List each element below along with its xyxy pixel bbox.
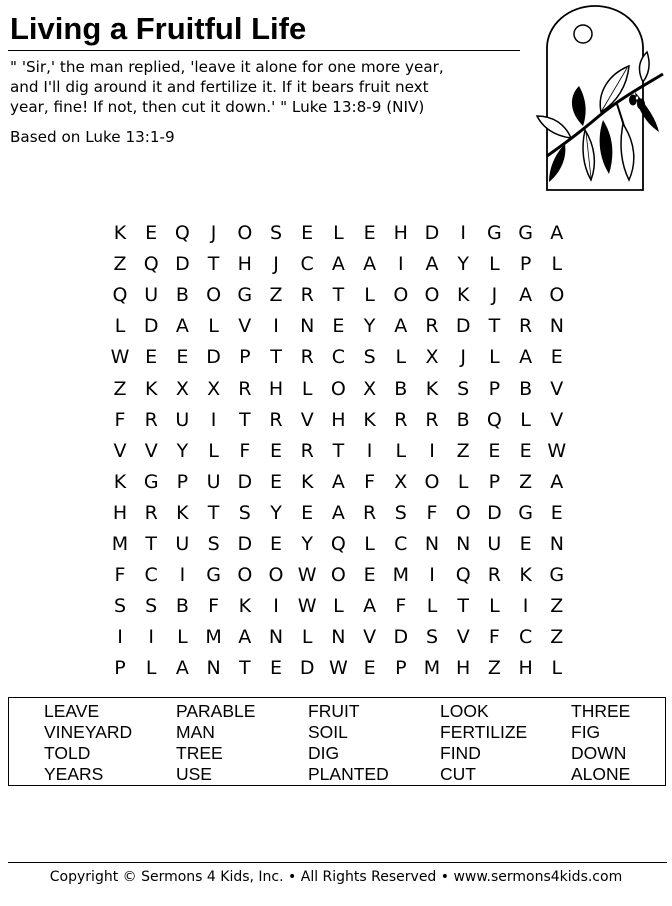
grid-letter[interactable]: C (394, 533, 408, 555)
grid-letter[interactable]: L (489, 595, 500, 618)
grid-letter[interactable]: K (238, 595, 252, 618)
word-bank-item: VINEYARD (44, 722, 133, 742)
grid-letter[interactable]: P (519, 253, 532, 276)
grid-letter[interactable]: P (239, 346, 251, 369)
grid-letter[interactable]: N (456, 533, 471, 555)
grid-letter[interactable]: A (331, 253, 345, 276)
grid-letter[interactable]: D (237, 533, 253, 555)
grid-letter[interactable]: E (363, 657, 376, 680)
grid-letter[interactable]: L (551, 253, 563, 276)
grid-letter[interactable]: K (456, 284, 470, 307)
grid-letter[interactable]: B (456, 408, 470, 431)
grid-letter[interactable]: N (549, 315, 564, 338)
grid-letter[interactable]: K (113, 222, 127, 244)
grid-letter[interactable]: P (395, 657, 407, 680)
word-bank-item: USE (176, 764, 212, 784)
grid-letter[interactable]: E (269, 439, 282, 462)
grid-letter[interactable]: J (491, 284, 498, 307)
grid-letter[interactable]: X (363, 377, 377, 400)
grid-letter[interactable]: Y (176, 439, 189, 462)
grid-letter[interactable]: P (488, 470, 501, 493)
grid-letter[interactable]: T (207, 253, 220, 276)
grid-letter[interactable]: T (145, 533, 157, 555)
grid-letter[interactable]: P (176, 470, 189, 493)
hanging-hole (574, 25, 592, 43)
grid-letter[interactable]: J (460, 346, 466, 369)
grid-letter[interactable]: H (331, 408, 346, 431)
grid-letter[interactable]: Y (270, 501, 282, 524)
grid-letter[interactable]: A (550, 470, 564, 493)
grid-letter[interactable]: X (175, 377, 189, 400)
grid-letter[interactable]: L (520, 408, 531, 431)
grid-letter[interactable]: G (549, 564, 565, 587)
grid-letter[interactable]: O (393, 284, 409, 307)
grid-letter[interactable]: M (392, 564, 409, 587)
grid-letter[interactable]: D (299, 657, 315, 680)
grid-letter[interactable]: A (519, 346, 533, 369)
grid-letter[interactable]: B (519, 377, 533, 400)
grid-letter[interactable]: L (364, 284, 375, 307)
grid-letter[interactable]: G (237, 284, 253, 307)
grid-letter[interactable]: O (268, 564, 284, 587)
grid-letter[interactable]: Y (301, 533, 313, 555)
grid-letter[interactable]: A (331, 501, 345, 524)
grid-letter[interactable]: U (144, 284, 159, 307)
olive-branch-illustration (525, 4, 667, 192)
quote-line: and I'll dig around it and fertilize it. If it bears fruit next (10, 78, 429, 96)
grid-letter[interactable]: W (547, 439, 567, 462)
grid-letter[interactable]: E (332, 315, 345, 338)
grid-letter[interactable]: V (144, 439, 158, 462)
grid-letter[interactable]: K (144, 377, 158, 400)
quote-line: year, fine! If not, then cut it down.' " Luke 13:8-9 (NIV) (10, 98, 425, 116)
grid-letter[interactable]: Z (113, 377, 127, 400)
grid-letter[interactable]: S (113, 595, 127, 618)
grid-letter[interactable]: H (268, 377, 284, 400)
word-bank-item: DIG (308, 743, 340, 763)
grid-letter[interactable]: I (273, 315, 279, 338)
grid-letter[interactable]: U (206, 470, 221, 493)
grid-letter[interactable]: T (238, 657, 251, 680)
grid-letter[interactable]: I (179, 564, 186, 587)
grid-letter[interactable]: U (175, 533, 190, 555)
grid-letter[interactable]: L (301, 626, 313, 649)
grid-letter[interactable]: V (300, 408, 314, 431)
olive (636, 96, 638, 99)
grid-letter[interactable]: Q (330, 533, 346, 555)
scripture-reference: Based on Luke 13:1-9 (10, 128, 175, 146)
word-bank-item: LOOK (440, 701, 489, 721)
grid-letter[interactable]: R (487, 564, 501, 587)
grid-letter[interactable]: L (333, 222, 344, 244)
grid-letter[interactable]: T (457, 595, 469, 618)
grid-letter[interactable]: S (363, 346, 376, 369)
grid-letter[interactable]: U (175, 408, 190, 431)
word-bank-item: TREE (176, 743, 223, 763)
grid-letter[interactable]: Z (487, 657, 501, 680)
grid-letter[interactable]: E (519, 533, 532, 555)
grid-letter[interactable]: L (145, 657, 157, 680)
grid-letter[interactable]: R (144, 501, 158, 524)
grid-letter[interactable]: F (208, 595, 220, 618)
grid-letter[interactable]: P (488, 377, 501, 400)
grid-letter[interactable]: J (273, 253, 279, 276)
grid-letter[interactable]: I (522, 595, 529, 618)
grid-letter[interactable]: H (518, 657, 533, 680)
grid-letter[interactable]: V (238, 315, 252, 338)
grid-letter[interactable]: F (114, 408, 126, 431)
grid-letter[interactable]: I (397, 253, 404, 276)
grid-letter[interactable]: D (393, 626, 409, 649)
grid-letter[interactable]: A (363, 595, 377, 618)
grid-letter[interactable]: W (328, 657, 348, 680)
grid-letter[interactable]: Q (486, 408, 502, 431)
grid-letter[interactable]: L (551, 657, 563, 680)
grid-letter[interactable]: K (113, 470, 127, 493)
grid-letter[interactable]: R (238, 377, 252, 400)
olive (629, 95, 637, 106)
grid-letter[interactable]: L (177, 626, 188, 649)
grid-letter[interactable]: A (425, 253, 439, 276)
grid-letter[interactable]: I (366, 439, 373, 462)
grid-letter[interactable]: L (301, 377, 313, 400)
grid-letter[interactable]: Z (550, 595, 564, 618)
grid-letter[interactable]: E (550, 501, 563, 524)
grid-letter[interactable]: A (550, 222, 564, 244)
grid-letter[interactable]: A (238, 626, 252, 649)
title-underline (8, 50, 520, 51)
grid-letter[interactable]: T (332, 439, 345, 462)
grid-letter[interactable]: E (301, 501, 314, 524)
grid-letter[interactable]: R (269, 408, 283, 431)
grid-letter[interactable]: I (210, 408, 217, 431)
grid-letter[interactable]: I (460, 222, 466, 244)
grid-letter[interactable]: Y (457, 253, 469, 276)
grid-letter[interactable]: C (144, 564, 158, 587)
grid-letter[interactable]: X (425, 346, 439, 369)
grid-letter[interactable]: R (144, 408, 158, 431)
grid-letter[interactable]: L (333, 595, 344, 618)
grid-letter[interactable]: W (297, 595, 317, 618)
grid-letter[interactable]: O (424, 470, 440, 493)
grid-letter[interactable]: A (175, 315, 189, 338)
grid-letter[interactable]: D (487, 501, 502, 524)
grid-letter[interactable]: H (393, 222, 408, 244)
grid-letter[interactable]: Z (269, 284, 283, 307)
grid-letter[interactable]: F (426, 501, 438, 524)
grid-letter[interactable]: K (363, 408, 376, 431)
grid-letter[interactable]: S (425, 626, 439, 649)
grid-letter[interactable]: R (362, 501, 377, 524)
grid-letter[interactable]: S (207, 533, 220, 555)
word-bank-item: CUT (440, 764, 476, 784)
grid-letter[interactable]: I (273, 595, 279, 618)
grid-letter[interactable]: F (395, 595, 407, 618)
scripture-quote (10, 57, 520, 117)
grid-letter[interactable]: D (206, 346, 221, 369)
grid-letter[interactable]: E (363, 222, 376, 244)
grid-letter[interactable]: L (489, 253, 500, 276)
grid-letter[interactable]: L (364, 533, 375, 555)
grid-letter[interactable]: N (549, 533, 564, 555)
grid-letter[interactable]: S (394, 501, 407, 524)
grid-letter[interactable]: F (364, 470, 376, 493)
word-bank-item: LEAVE (44, 701, 100, 721)
grid-letter[interactable]: L (208, 439, 219, 462)
word-bank-item: TOLD (44, 743, 91, 763)
grid-letter[interactable]: A (519, 284, 533, 307)
grid-letter[interactable]: D (237, 470, 253, 493)
grid-letter[interactable]: V (363, 626, 377, 649)
grid-letter[interactable]: H (112, 501, 128, 524)
grid-letter[interactable]: T (332, 284, 345, 307)
grid-letter[interactable]: E (145, 222, 158, 244)
grid-letter[interactable]: W (297, 564, 317, 587)
grid-letter[interactable]: K (176, 501, 189, 524)
grid-letter[interactable]: Z (456, 439, 470, 462)
grid-letter[interactable]: E (488, 439, 501, 462)
grid-letter[interactable]: D (424, 222, 440, 244)
grid-letter[interactable]: M (111, 533, 129, 555)
grid-letter[interactable]: L (426, 595, 438, 618)
grid-letter[interactable]: A (394, 315, 408, 338)
copyright-footer: Copyright © Sermons 4 Kids, Inc. • All Rights Reserved • www.sermons4kids.com (49, 869, 623, 885)
grid-letter[interactable]: C (331, 346, 346, 369)
grid-letter[interactable]: L (208, 315, 219, 338)
grid-letter[interactable]: R (394, 408, 408, 431)
grid-letter[interactable]: G (518, 222, 533, 244)
grid-letter[interactable]: Z (519, 470, 533, 493)
grid-letter[interactable]: O (330, 377, 346, 400)
word-bank-item: FRUIT (308, 701, 360, 721)
grid-letter[interactable]: N (300, 315, 315, 338)
word-bank-item: FERTILIZE (440, 722, 528, 742)
grid-letter[interactable]: X (207, 377, 221, 400)
word-bank-item: DOWN (571, 743, 627, 763)
grid-letter[interactable]: P (114, 657, 126, 680)
grid-letter[interactable]: J (210, 222, 217, 244)
grid-letter[interactable]: N (206, 657, 221, 680)
grid-letter[interactable]: V (550, 377, 564, 400)
grid-letter[interactable]: G (487, 222, 502, 244)
grid-letter[interactable]: O (455, 501, 471, 524)
grid-letter[interactable]: H (237, 253, 252, 276)
grid-letter[interactable]: G (206, 564, 221, 587)
grid-letter[interactable]: E (269, 657, 282, 680)
grid-letter[interactable]: R (300, 439, 314, 462)
word-bank-item: PARABLE (176, 701, 256, 721)
grid-letter[interactable]: M (423, 657, 441, 680)
grid-letter[interactable]: V (456, 626, 470, 649)
grid-letter[interactable]: U (487, 533, 502, 555)
grid-letter[interactable]: S (457, 377, 470, 400)
grid-letter[interactable]: R (300, 346, 314, 369)
grid-letter[interactable]: N (268, 626, 284, 649)
grid-letter[interactable]: R (518, 315, 533, 338)
grid-letter[interactable]: K (300, 470, 314, 493)
grid-letter[interactable]: F (114, 564, 126, 587)
grid-letter[interactable]: O (237, 222, 253, 244)
grid-letter[interactable]: T (207, 501, 220, 524)
grid-letter[interactable]: C (300, 253, 314, 276)
grid-letter[interactable]: D (175, 253, 190, 276)
word-bank-item: THREE (571, 701, 631, 721)
grid-letter[interactable]: E (301, 222, 314, 244)
grid-letter[interactable]: R (425, 315, 439, 338)
grid-letter[interactable]: F (239, 439, 251, 462)
grid-letter[interactable]: O (237, 564, 253, 587)
grid-letter[interactable]: Q (112, 284, 128, 307)
grid-letter[interactable]: L (395, 346, 407, 369)
grid-letter[interactable]: R (425, 408, 439, 431)
grid-letter[interactable]: I (148, 626, 154, 649)
grid-letter[interactable]: N (424, 533, 440, 555)
grid-letter[interactable]: E (176, 346, 189, 369)
grid-letter[interactable]: M (205, 626, 222, 649)
grid-letter[interactable]: L (395, 439, 407, 462)
grid-letter[interactable]: K (519, 564, 532, 587)
grid-letter[interactable]: C (518, 626, 533, 649)
grid-letter[interactable]: B (175, 284, 189, 307)
grid-letter[interactable]: T (270, 346, 282, 369)
word-bank-item: SOIL (308, 722, 348, 742)
grid-letter[interactable]: E (145, 346, 158, 369)
grid-letter[interactable]: E (269, 470, 282, 493)
quote-line: " 'Sir,' the man replied, 'leave it alone for one more year, (10, 58, 444, 76)
grid-letter[interactable]: K (425, 377, 439, 400)
grid-letter[interactable]: H (456, 657, 471, 680)
grid-letter[interactable]: O (424, 284, 440, 307)
grid-letter[interactable]: Q (455, 564, 471, 587)
grid-letter[interactable]: W (110, 346, 130, 369)
grid-letter[interactable]: L (489, 346, 500, 369)
grid-letter[interactable]: S (269, 222, 283, 244)
grid-letter[interactable]: V (550, 408, 564, 431)
grid-letter[interactable]: T (488, 315, 501, 338)
grid-letter[interactable]: E (550, 346, 563, 369)
word-bank-item: FIND (440, 743, 481, 763)
grid-letter[interactable]: S (238, 501, 251, 524)
grid-letter[interactable]: I (429, 564, 435, 587)
grid-letter[interactable]: G (518, 501, 533, 524)
grid-letter[interactable]: E (269, 533, 282, 555)
olive (637, 99, 645, 110)
grid-letter[interactable]: O (206, 284, 222, 307)
grid-letter[interactable]: Q (174, 222, 190, 244)
grid-letter[interactable]: X (394, 470, 408, 493)
grid-letter[interactable]: Z (113, 253, 127, 276)
grid-letter[interactable]: I (429, 439, 435, 462)
grid-letter[interactable]: Y (363, 315, 376, 338)
grid-letter[interactable]: A (363, 253, 377, 276)
grid-letter[interactable]: B (394, 377, 408, 400)
grid-letter[interactable]: E (363, 564, 376, 587)
grid-letter[interactable]: S (145, 595, 158, 618)
grid-letter[interactable]: N (331, 626, 346, 649)
grid-letter[interactable]: T (238, 408, 251, 431)
grid-letter[interactable]: B (175, 595, 189, 618)
grid-letter[interactable]: L (114, 315, 126, 338)
grid-letter[interactable]: L (457, 470, 469, 493)
grid-letter[interactable]: R (300, 284, 314, 307)
word-bank-item: FIG (571, 722, 601, 742)
grid-letter[interactable]: F (488, 626, 500, 649)
grid-letter[interactable]: I (117, 626, 123, 649)
grid-letter[interactable]: G (143, 470, 159, 493)
grid-letter[interactable]: D (455, 315, 471, 338)
grid-letter[interactable]: E (519, 439, 532, 462)
word-bank-item: MAN (176, 722, 215, 742)
word-bank-item: ALONE (571, 764, 631, 784)
grid-letter[interactable]: O (549, 284, 565, 307)
page-title: Living a Fruitful Life (10, 11, 307, 46)
grid-letter[interactable]: A (175, 657, 189, 680)
word-bank-item: YEARS (44, 764, 104, 784)
grid-letter[interactable]: V (113, 439, 127, 462)
footer-divider (8, 862, 667, 863)
grid-letter[interactable]: O (330, 564, 346, 587)
grid-letter[interactable]: A (331, 470, 345, 493)
grid-letter[interactable]: Q (143, 253, 159, 276)
word-bank-item: PLANTED (308, 764, 389, 784)
grid-letter[interactable]: Z (550, 626, 564, 649)
grid-letter[interactable]: D (143, 315, 159, 338)
